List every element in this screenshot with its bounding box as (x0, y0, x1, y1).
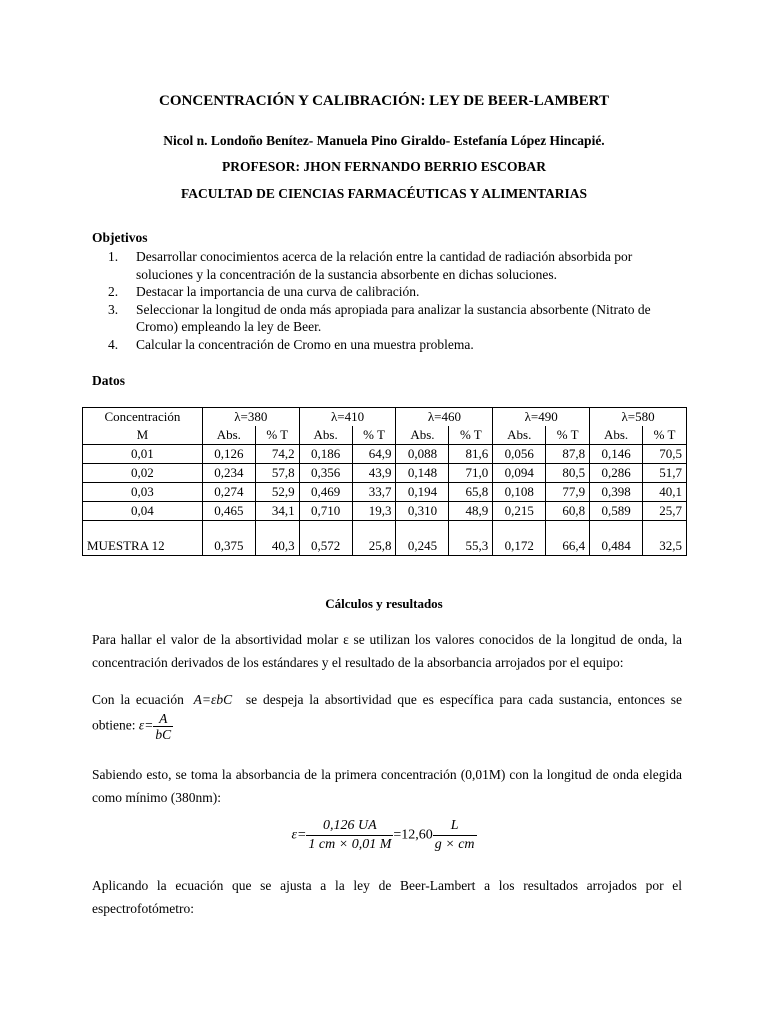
objectives-list (92, 248, 682, 354)
abs-cell: 0,310 (396, 502, 449, 521)
epsilon-fraction (153, 711, 173, 742)
abs-cell: 0,234 (202, 464, 255, 483)
abs-cell: 0,710 (299, 502, 352, 521)
conc-cell: 0,02 (83, 464, 203, 483)
epsilon-lhs: ε= (291, 827, 307, 843)
transmittance-cell: 25,7 (643, 502, 687, 521)
transmittance-cell: 65,8 (449, 483, 493, 502)
abs-header: Abs. (493, 426, 546, 445)
wavelength-header: λ=490 (493, 408, 590, 427)
calculation-result: =12,60 (393, 827, 433, 843)
abs-cell: 0,215 (493, 502, 546, 521)
fraction-numerator: A (153, 711, 173, 727)
abs-cell: 0,186 (299, 445, 352, 464)
transmittance-cell: 66,4 (546, 537, 590, 556)
transmittance-cell: 43,9 (352, 464, 396, 483)
transmittance-cell: 33,7 (352, 483, 396, 502)
transmittance-cell: 40,3 (255, 537, 299, 556)
abs-cell: 0,274 (202, 483, 255, 502)
transmittance-cell: 40,1 (643, 483, 687, 502)
abs-cell: 0,572 (299, 537, 352, 556)
objective-number: 1. (108, 249, 119, 264)
transmittance-header: % T (643, 426, 687, 445)
paragraph-first-concentration: Sabiendo esto, se toma la absorbancia de la primera concentración (0,01M) con la longitud de onda elegida como mínimo (380nm): (92, 767, 682, 805)
transmittance-header: % T (255, 426, 299, 445)
abs-cell: 0,108 (493, 483, 546, 502)
objective-item (92, 301, 682, 336)
wavelength-header: λ=460 (396, 408, 493, 427)
table-row (83, 502, 687, 521)
objective-item (92, 336, 682, 354)
abs-cell: 0,286 (590, 464, 643, 483)
beer-lambert-inline-equation: A=εbC (193, 692, 233, 707)
objective-text: Desarrollar conocimientos acerca de la relación entre la cantidad de radiación absorbida por soluciones y la concentración de la sustancia absorbente en dichas soluciones. (136, 249, 633, 282)
table-row (83, 464, 687, 483)
transmittance-cell: 48,9 (449, 502, 493, 521)
objective-number: 3. (108, 301, 119, 317)
data-heading: Datos (92, 373, 125, 388)
fraction-numerator: 0,126 UA (306, 817, 393, 836)
conc-cell: 0,03 (83, 483, 203, 502)
table-spacer-row (83, 521, 687, 538)
paragraph-absorptivity: Para hallar el valor de la absortividad molar ε se utilizan los valores conocidos de la longitud de onda, la concentración derivados de los estándares y el resultado de la absorbancia arrojados por el equipo: (92, 632, 682, 670)
table-row (83, 483, 687, 502)
transmittance-cell: 87,8 (546, 445, 590, 464)
calculations-heading: Cálculos y resultados (325, 596, 443, 611)
transmittance-cell: 19,3 (352, 502, 396, 521)
transmittance-cell: 77,9 (546, 483, 590, 502)
abs-cell: 0,148 (396, 464, 449, 483)
objective-text: Calcular la concentración de Cromo en una muestra problema. (136, 336, 474, 352)
abs-cell: 0,088 (396, 445, 449, 464)
unit-fraction (433, 817, 477, 854)
transmittance-cell: 64,9 (352, 445, 396, 464)
transmittance-header: % T (449, 426, 493, 445)
equation-explanation-text: se despeja la absortividad que es específica para cada sustancia, entonces se obtiene: (92, 692, 683, 733)
objectives-heading: Objetivos (92, 230, 148, 245)
objective-item (92, 283, 682, 301)
abs-cell: 0,469 (299, 483, 352, 502)
equation-intro-text: Con la ecuación (92, 692, 184, 707)
fraction-denominator: bC (155, 727, 172, 742)
conc-header: Concentración (83, 408, 203, 427)
absorptivity-calculation (0, 817, 768, 854)
transmittance-cell: 71,0 (449, 464, 493, 483)
transmittance-cell: 60,8 (546, 502, 590, 521)
wavelength-header: λ=580 (590, 408, 687, 427)
abs-header: Abs. (299, 426, 352, 445)
table-subheader-row (83, 426, 687, 445)
abs-cell: 0,465 (202, 502, 255, 521)
abs-cell: 0,094 (493, 464, 546, 483)
table-header-row (83, 408, 687, 427)
abs-cell: 0,056 (493, 445, 546, 464)
abs-cell: 0,126 (202, 445, 255, 464)
transmittance-cell: 34,1 (255, 502, 299, 521)
transmittance-header: % T (546, 426, 590, 445)
conc-cell: 0,01 (83, 445, 203, 464)
professor-line: PROFESOR: JHON FERNANDO BERRIO ESCOBAR (221, 159, 547, 174)
conc-cell: 0,04 (83, 502, 203, 521)
fraction-denominator: 1 cm × 0,01 M (308, 837, 392, 852)
sample-row (83, 537, 687, 556)
abs-cell: 0,245 (396, 537, 449, 556)
objective-text: Destacar la importancia de una curva de calibración. (136, 284, 420, 300)
paragraph-equation (92, 688, 682, 742)
epsilon-lhs: ε= (138, 717, 154, 733)
absorbance-table (82, 407, 687, 556)
wavelength-header: λ=410 (299, 408, 396, 427)
transmittance-cell: 81,6 (449, 445, 493, 464)
faculty-line: FACULTAD DE CIENCIAS FARMACÉUTICAS Y ALIMENTARIAS (181, 186, 587, 201)
transmittance-cell: 52,9 (255, 483, 299, 502)
abs-header: Abs. (590, 426, 643, 445)
abs-header: Abs. (396, 426, 449, 445)
transmittance-cell: 70,5 (643, 445, 687, 464)
abs-cell: 0,589 (590, 502, 643, 521)
transmittance-cell: 51,7 (643, 464, 687, 483)
abs-cell: 0,375 (202, 537, 255, 556)
transmittance-cell: 25,8 (352, 537, 396, 556)
objective-number: 4. (108, 336, 119, 352)
abs-cell: 0,146 (590, 445, 643, 464)
transmittance-header: % T (352, 426, 396, 445)
transmittance-cell: 55,3 (449, 537, 493, 556)
authors-line: Nicol n. Londoño Benítez- Manuela Pino Giraldo- Estefanía López Hincapié. (163, 133, 605, 148)
transmittance-cell: 32,5 (643, 537, 687, 556)
abs-cell: 0,398 (590, 483, 643, 502)
unit-denominator: g × cm (434, 837, 475, 852)
transmittance-cell: 80,5 (546, 464, 590, 483)
transmittance-cell: 74,2 (255, 445, 299, 464)
paragraph-application: Aplicando la ecuación que se ajusta a la ley de Beer-Lambert a los resultados arrojados por el espectrofotómetro: (92, 878, 682, 916)
transmittance-cell: 57,8 (255, 464, 299, 483)
calculation-fraction (306, 817, 393, 854)
abs-header: Abs. (202, 426, 255, 445)
abs-cell: 0,194 (396, 483, 449, 502)
table-row (83, 445, 687, 464)
unit-numerator: L (433, 817, 477, 836)
abs-cell: 0,172 (493, 537, 546, 556)
objective-item (92, 248, 682, 283)
conc-unit-header: M (83, 426, 203, 445)
abs-cell: 0,484 (590, 537, 643, 556)
document-title: CONCENTRACIÓN Y CALIBRACIÓN: LEY DE BEER-LAMBERT (159, 93, 609, 109)
wavelength-header: λ=380 (202, 408, 299, 427)
objective-number: 2. (108, 284, 119, 300)
abs-cell: 0,356 (299, 464, 352, 483)
sample-label: MUESTRA 12 (83, 537, 203, 556)
objective-text: Seleccionar la longitud de onda más apropiada para analizar la sustancia absorbente (Nitrato de Cromo) empleando la ley de Beer. (136, 301, 651, 335)
